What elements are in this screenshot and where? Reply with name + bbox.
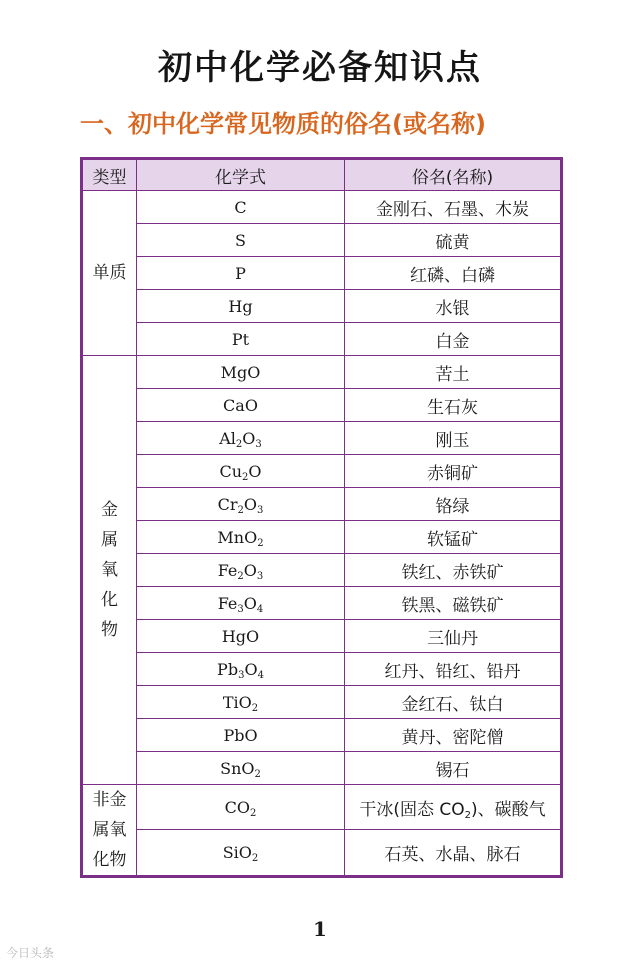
text-part: P [235, 263, 246, 283]
common-name-cell [345, 752, 562, 785]
text-part: Hg [228, 296, 253, 316]
common-name-cell [345, 620, 562, 653]
text-part: HgO [221, 626, 260, 646]
text-part: O [242, 428, 256, 448]
table-row [82, 191, 562, 224]
text-part: 黄丹、密陀僧 [401, 727, 504, 748]
table-row [82, 224, 562, 257]
text-part: O [243, 494, 257, 514]
text-part: Pb [217, 659, 239, 679]
common-name-cell [345, 521, 562, 554]
table-row [82, 323, 562, 356]
text-part: PbO [223, 725, 258, 745]
common-name-cell [345, 257, 562, 290]
text-part: SiO [222, 843, 252, 863]
formula-cell [137, 257, 345, 290]
text-part: Cu [219, 461, 243, 481]
table-row [82, 587, 562, 620]
formula-cell [137, 224, 345, 257]
text-part: Fe [217, 560, 238, 580]
subscript: 2 [237, 504, 244, 516]
subscript: 2 [242, 471, 249, 483]
formula-cell [137, 356, 345, 389]
formula-cell [137, 455, 345, 488]
table-row [82, 653, 562, 686]
text-part: )、碳酸气 [471, 799, 546, 820]
subscript: 4 [257, 669, 264, 681]
text-part: Fe [217, 593, 238, 613]
text-part: 金刚石、石墨、木炭 [376, 199, 529, 220]
watermark: 今日头条 [6, 946, 55, 960]
text-part: 锡石 [435, 760, 470, 781]
subscript: 3 [238, 669, 245, 681]
text-part: CO [224, 797, 250, 817]
text-part: 铁黑、磁铁矿 [401, 595, 504, 616]
page-number: 1 [313, 917, 327, 941]
table-row [82, 830, 562, 877]
substance-names-table [80, 157, 563, 878]
text-part: TiO [222, 692, 252, 712]
common-name-cell [345, 488, 562, 521]
formula-cell [137, 290, 345, 323]
text-part: 干冰(固态 CO [359, 799, 465, 820]
formula-cell [137, 752, 345, 785]
text-part: 铁红、赤铁矿 [401, 562, 504, 583]
text-part: Al [219, 428, 236, 448]
text-part: 赤铜矿 [427, 463, 478, 484]
type-cell: 金属氧化物 [82, 356, 137, 785]
text-part: CaO [223, 395, 258, 415]
formula-cell [137, 719, 345, 752]
text-part: Cr [217, 494, 238, 514]
text-part: MgO [220, 362, 261, 382]
type-cell: 单质 [82, 191, 137, 356]
formula-cell [137, 653, 345, 686]
formula-cell [137, 389, 345, 422]
subscript: 2 [237, 570, 244, 582]
table-row [82, 389, 562, 422]
formula-cell [137, 521, 345, 554]
formula-cell [137, 785, 345, 830]
common-name-cell [345, 290, 562, 323]
page-title: 初中化学必备知识点 [158, 48, 482, 88]
text-part: SnO [220, 758, 255, 778]
common-name-cell [345, 323, 562, 356]
table-body [82, 191, 562, 877]
table-row [82, 521, 562, 554]
table-row [82, 488, 562, 521]
subscript: 2 [235, 438, 243, 450]
common-name-cell [345, 224, 562, 257]
text-part: S [235, 230, 246, 250]
text-part: 红磷、白磷 [410, 265, 495, 286]
table-row [82, 752, 562, 785]
text-part: 硫黄 [435, 232, 470, 253]
common-name-cell [345, 653, 562, 686]
header-type: 类型 [82, 159, 137, 191]
section-heading: 一、初中化学常见物质的俗名(或名称) [80, 110, 486, 138]
common-name-cell [345, 554, 562, 587]
header-formula: 化学式 [137, 159, 345, 191]
table-row [82, 290, 562, 323]
formula-cell [137, 191, 345, 224]
common-name-cell [345, 389, 562, 422]
formula-cell [137, 323, 345, 356]
text-part: 金红石、钛白 [401, 694, 504, 715]
formula-cell [137, 587, 345, 620]
header-common-name: 俗名(名称) [345, 159, 562, 191]
text-part: O [243, 593, 257, 613]
table-row [82, 455, 562, 488]
common-name-cell [345, 422, 562, 455]
formula-cell [137, 830, 345, 877]
formula-cell [137, 620, 345, 653]
text-part: 石英、水晶、脉石 [384, 845, 521, 866]
text-part: 苦土 [435, 364, 470, 385]
table-row [82, 356, 562, 389]
subscript: 3 [255, 438, 262, 450]
subscript: 2 [249, 807, 257, 819]
common-name-cell [345, 191, 562, 224]
table-row [82, 422, 562, 455]
text-part: O [244, 659, 258, 679]
formula-cell [137, 686, 345, 719]
table-row [82, 620, 562, 653]
subscript: 2 [254, 768, 261, 780]
subscript: 3 [256, 570, 264, 582]
subscript: 2 [251, 853, 259, 865]
subscript: 4 [256, 603, 264, 615]
text-part: Pt [231, 329, 250, 349]
common-name-cell [345, 356, 562, 389]
common-name-cell [345, 785, 562, 830]
text-part: 刚玉 [435, 430, 470, 451]
text-part: O [243, 560, 257, 580]
table-row [82, 257, 562, 290]
subscript: 3 [257, 504, 264, 516]
common-name-cell [345, 686, 562, 719]
subscript: 3 [237, 603, 244, 615]
common-name-cell [345, 719, 562, 752]
table-row [82, 785, 562, 830]
table-row [82, 719, 562, 752]
table-header-row [82, 159, 562, 191]
text-part: 软锰矿 [427, 529, 478, 550]
text-part: 水银 [435, 298, 470, 319]
text-part: 白金 [435, 331, 470, 352]
formula-cell [137, 488, 345, 521]
formula-cell [137, 554, 345, 587]
common-name-cell [345, 587, 562, 620]
common-name-cell [345, 830, 562, 877]
text-part: 铬绿 [435, 496, 470, 517]
subscript: 2 [464, 809, 472, 821]
subscript: 2 [257, 537, 264, 549]
text-part: MnO [217, 527, 258, 547]
table-row [82, 554, 562, 587]
text-part: 红丹、铅红、铅丹 [384, 661, 521, 682]
text-part: 三仙丹 [427, 628, 478, 649]
subscript: 2 [251, 702, 259, 714]
text-part: C [234, 197, 247, 217]
text-part: 生石灰 [427, 397, 478, 418]
common-name-cell [345, 455, 562, 488]
table-row [82, 686, 562, 719]
text-part: O [248, 461, 262, 481]
formula-cell [137, 422, 345, 455]
type-cell: 非金属氧化物 [82, 785, 137, 877]
